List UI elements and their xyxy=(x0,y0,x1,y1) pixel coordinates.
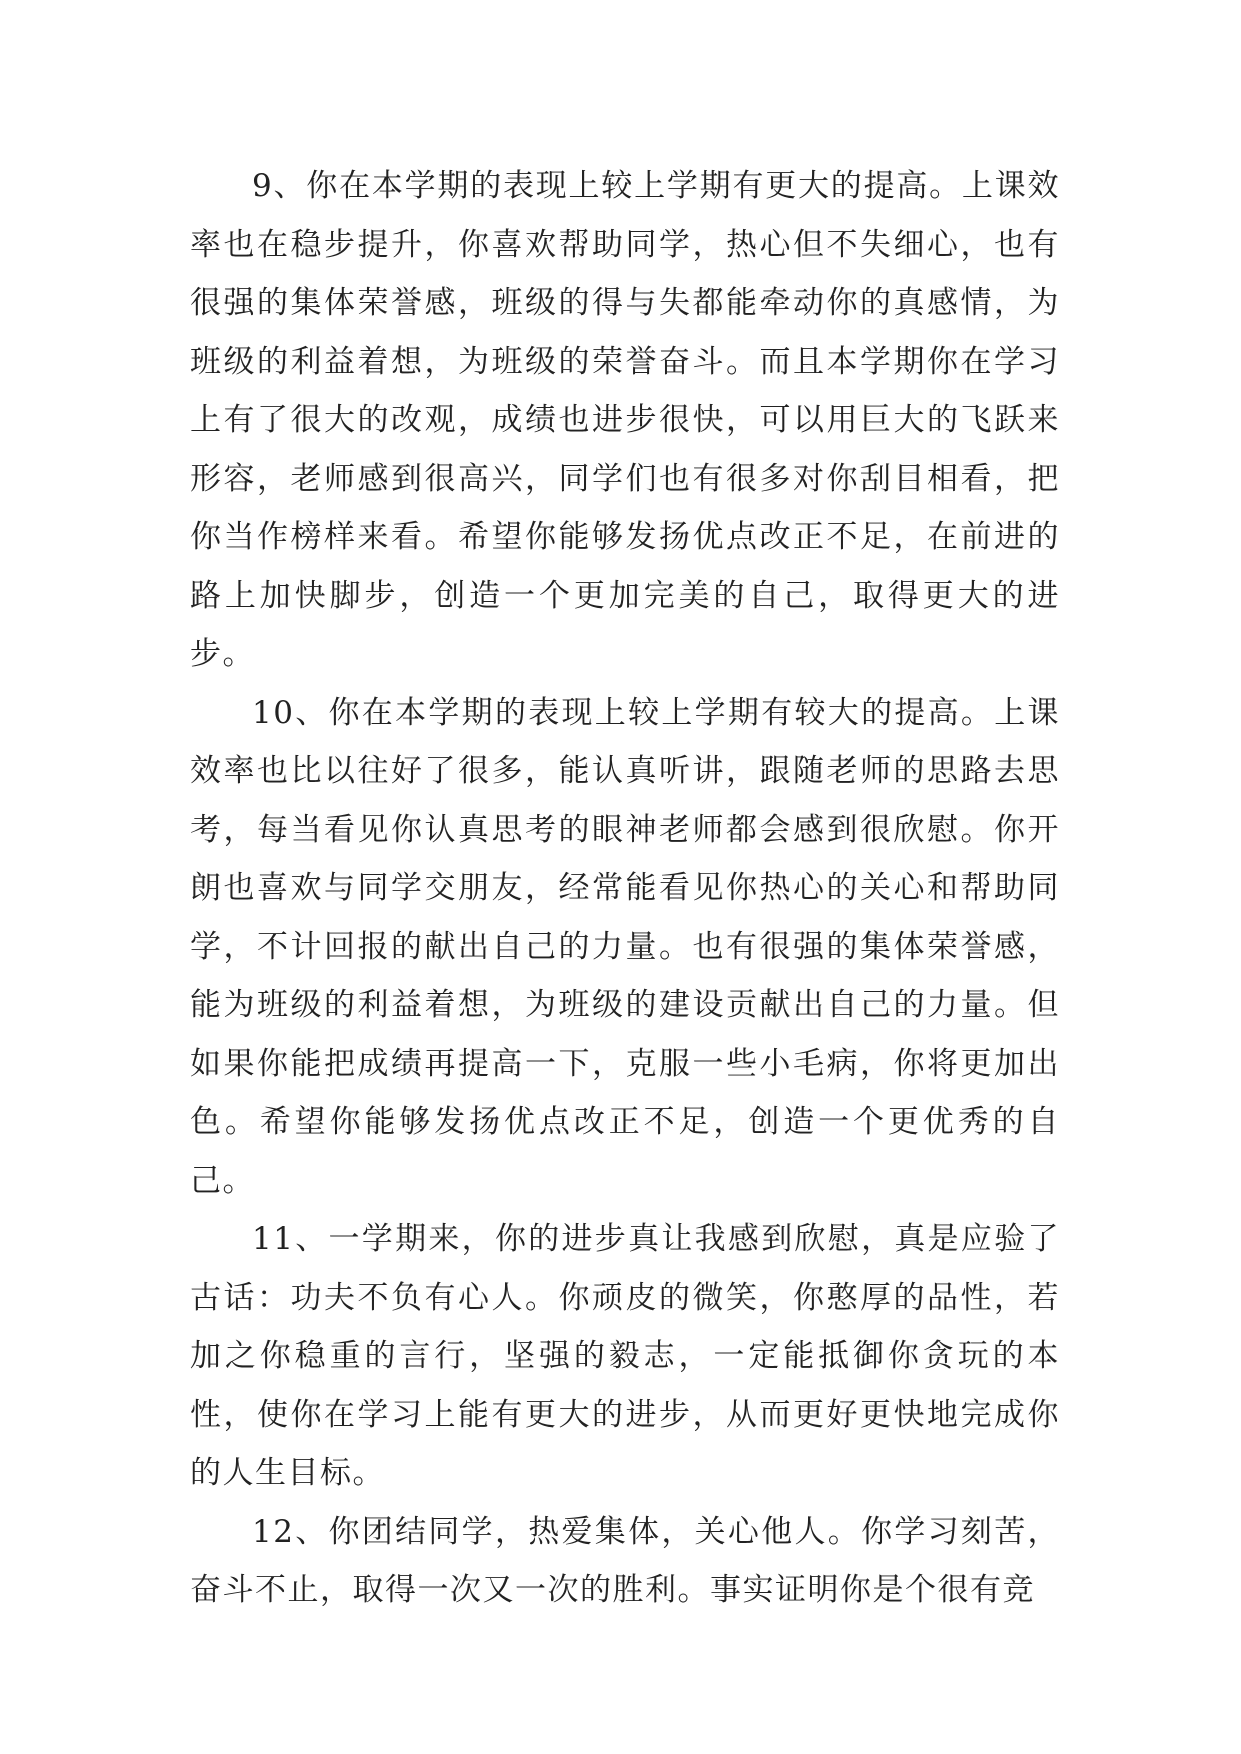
paragraph-9: 9、你在本学期的表现上较上学期有更大的提高。上课效率也在稳步提升，你喜欢帮助同学，热心但不失细心，也有很强的集体荣誉感，班级的得与失都能牵动你的真感情，为班级的利益着想，为班级的荣誉奋斗。而且本学期你在学习上有了很大的改观，成绩也进步很快，可以用巨大的飞跃来形容，老师感到很高兴，同学们也有很多对你刮目相看，把你当作榜样来看。希望你能够发扬优点改正不足，在前进的路上加快脚步，创造一个更加完美的自己，取得更大的进步。 xyxy=(190,168,1060,672)
document-body xyxy=(190,157,1060,1620)
paragraph-10: 10、你在本学期的表现上较上学期有较大的提高。上课效率也比以往好了很多，能认真听讲，跟随老师的思路去思考，每当看见你认真思考的眼神老师都会感到很欣慰。你开朗也喜欢与同学交朋友，经常能看见你热心的关心和帮助同学，不计回报的献出自己的力量。也有很强的集体荣誉感，能为班级的利益着想，为班级的建设贡献出自己的力量。但如果你能把成绩再提高一下，克服一些小毛病，你将更加出色。希望你能够发扬优点改正不足，创造一个更优秀的自己。 xyxy=(190,694,1060,1199)
paragraph-11: 11、一学期来，你的进步真让我感到欣慰，真是应验了古话：功夫不负有心人。你顽皮的微笑，你憨厚的品性，若加之你稳重的言行，坚强的毅志，一定能抵御你贪玩的本性，使你在学习上能有更大的进步，从而更好更快地完成你的人生目标。 xyxy=(190,1221,1060,1491)
paragraph-12: 12、你团结同学，热爱集体，关心他人。你学习刻苦，奋斗不止，取得一次又一次的胜利。事实证明你是个很有竞 xyxy=(190,1513,1060,1608)
